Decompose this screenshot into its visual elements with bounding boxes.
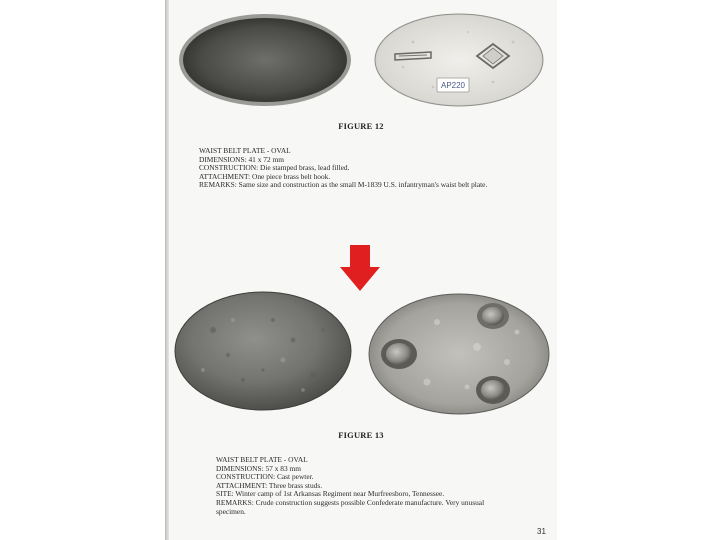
fig12-tag-text: AP220 <box>440 81 466 90</box>
fig13-caption-line: CONSTRUCTION: Cast pewter. <box>216 472 314 482</box>
down-arrow-icon <box>338 243 382 293</box>
figure-13-label: FIGURE 13 <box>338 430 384 440</box>
figure-12-caption <box>199 147 539 190</box>
fig13-caption-line: SITE: Winter camp of 1st Arkansas Regiment near Murfreesboro, Tennessee. <box>216 489 445 499</box>
fig13-caption-line: DIMENSIONS: 57 x 83 mm <box>216 463 301 473</box>
stud-bottom <box>476 376 510 404</box>
stud-left <box>381 339 417 369</box>
page-number: 31 <box>537 527 546 536</box>
figure-13-caption <box>216 456 506 516</box>
fig13-back-photo <box>367 292 551 416</box>
left-margin <box>0 0 165 540</box>
right-margin <box>557 0 720 540</box>
stud-top <box>477 303 509 329</box>
fig13-caption-line: REMARKS: Crude construction suggests possible Confederate manufacture. Very unusual specimen. <box>216 497 485 516</box>
fig12-front-photo <box>177 12 353 108</box>
fig13-caption-line: WAIST BELT PLATE - OVAL <box>216 455 308 464</box>
fig12-caption-line: WAIST BELT PLATE - OVAL <box>199 146 291 155</box>
fig12-caption-line: DIMENSIONS: 41 x 72 mm <box>199 154 284 164</box>
fig12-caption-line: REMARKS: Same size and construction as the small M-1839 U.S. infantryman's waist belt plate. <box>199 180 488 190</box>
fig13-caption-line: ATTACHMENT: Three brass studs. <box>216 480 323 490</box>
fig12-caption-line: CONSTRUCTION: Die stamped brass, lead filled. <box>199 163 350 173</box>
page-edge-shadow <box>165 0 169 540</box>
fig13-front-photo <box>173 290 353 412</box>
figure-12-label: FIGURE 12 <box>338 121 384 131</box>
fig12-back-photo <box>373 12 545 108</box>
fig12-caption-line: ATTACHMENT: One piece brass belt hook. <box>199 171 331 181</box>
